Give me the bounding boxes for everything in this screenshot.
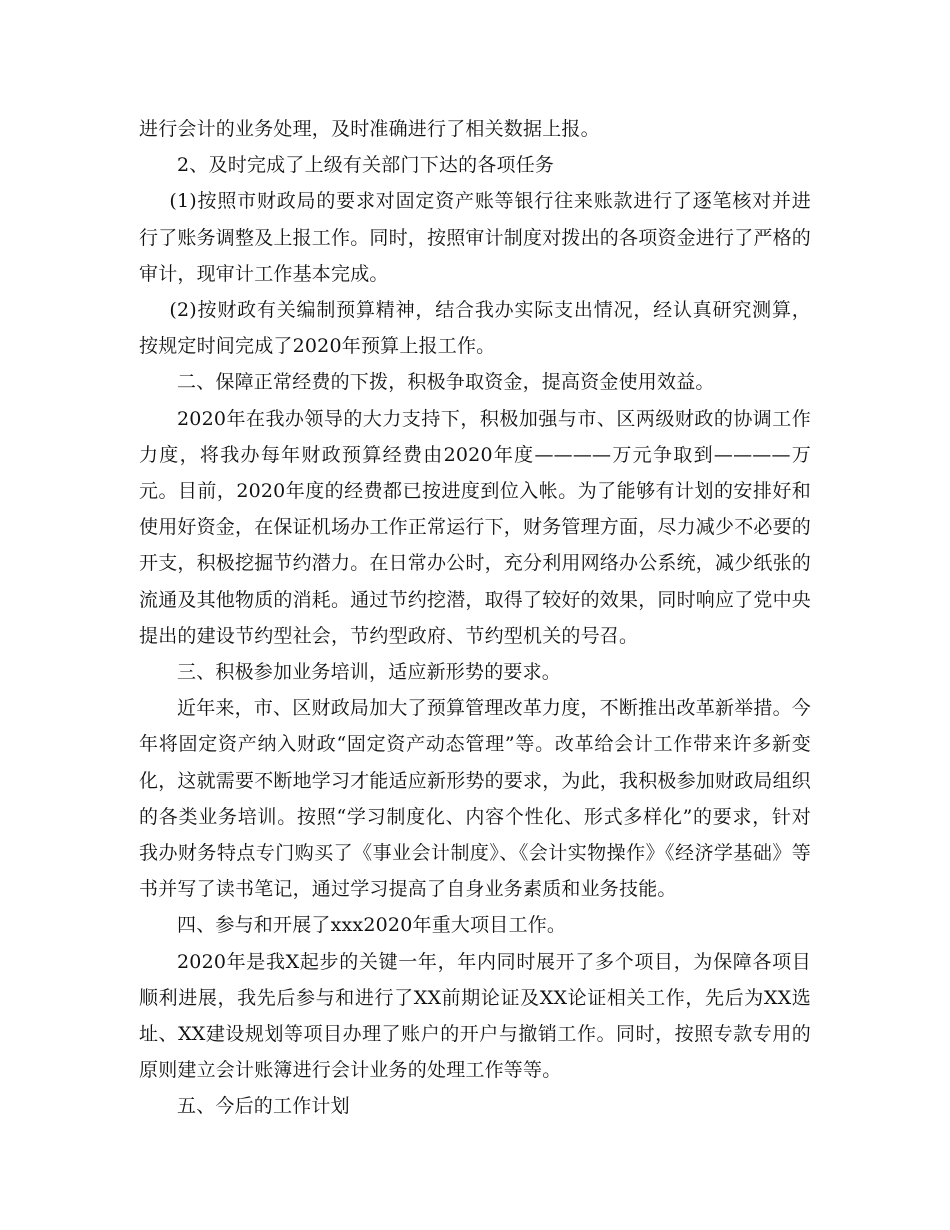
paragraph-funding: 2020年在我办领导的大力支持下，积极加强与市、区两级财政的协调工作力度，将我办每年财政预算经费由2020年度————万元争取到————万元。目前，2020年度的经费都已按进度到位入帐。为了能够有计划的安排好和使用好资金，在保证机场办工作正常运行下，财务管理方面，尽力减少不必要的开支，积极挖掘节约潜力。在日常办公时，充分利用网络办公系统，减少纸张的流通及其他物质的消耗。通过节约挖潜，取得了较好的效果，同时响应了党中央提出的建设节约型社会，节约型政府、节约型机关的号召。 [139, 407, 812, 647]
paragraph-sub-item-1: (1)按照市财政局的要求对固定资产账等银行往来账款进行了逐笔核对并进行了账务调整及上报工作。同时，按照审计制度对拨出的各项资金进行了严格的审计，现审计工作基本完成。 [139, 190, 812, 285]
paragraph-projects: 2020年是我X起步的关键一年，年内同时展开了多个项目，为保障各项目顺利进展，我先后参与和进行了XX前期论证及XX论证相关工作，先后为XX选址、XX建设规划等项目办理了账户的开户与撤销工作。同时，按照专款专用的原则建立会计账簿进行会计业务的处理工作等等。 [139, 950, 811, 1082]
section-heading-2: 二、保障正常经费的下拨，积极争取资金，提高资金使用效益。 [177, 371, 715, 394]
paragraph-sub-item-2: (2)按财政有关编制预算精神，结合我办实际支出情况，经认真研究测算，按规定时间完成了2020年预算上报工作。 [139, 299, 811, 358]
paragraph-training: 近年来，市、区财政局加大了预算管理改革力度，不断推出改革新举措。今年将固定资产纳入财政“固定资产动态管理”等。改革给会计工作带来许多新变化，这就需要不断地学习才能适应新形势的要求，为此，我积极参加财政局组织的各类业务培训。按照“学习制度化、内容个性化、形式多样化”的要求，针对我办财务特点专门购买了《事业会计制度》、《会计实物操作》《经济学基础》等书并写了读书笔记，通过学习提高了自身业务素质和业务技能。 [139, 697, 812, 901]
paragraph-continuation: 进行会计的业务处理，及时准确进行了相关数据上报。 [139, 118, 600, 140]
paragraph-item-2: 2、及时完成了上级有关部门下达的各项任务 [177, 154, 555, 177]
section-heading-5: 五、今后的工作计划 [177, 1095, 350, 1118]
section-heading-3: 三、积极参加业务培训，适应新形势的要求。 [177, 661, 562, 684]
section-heading-4: 四、参与和开展了xxx2020年重大项目工作。 [177, 914, 567, 937]
document-page [139, 111, 811, 1125]
